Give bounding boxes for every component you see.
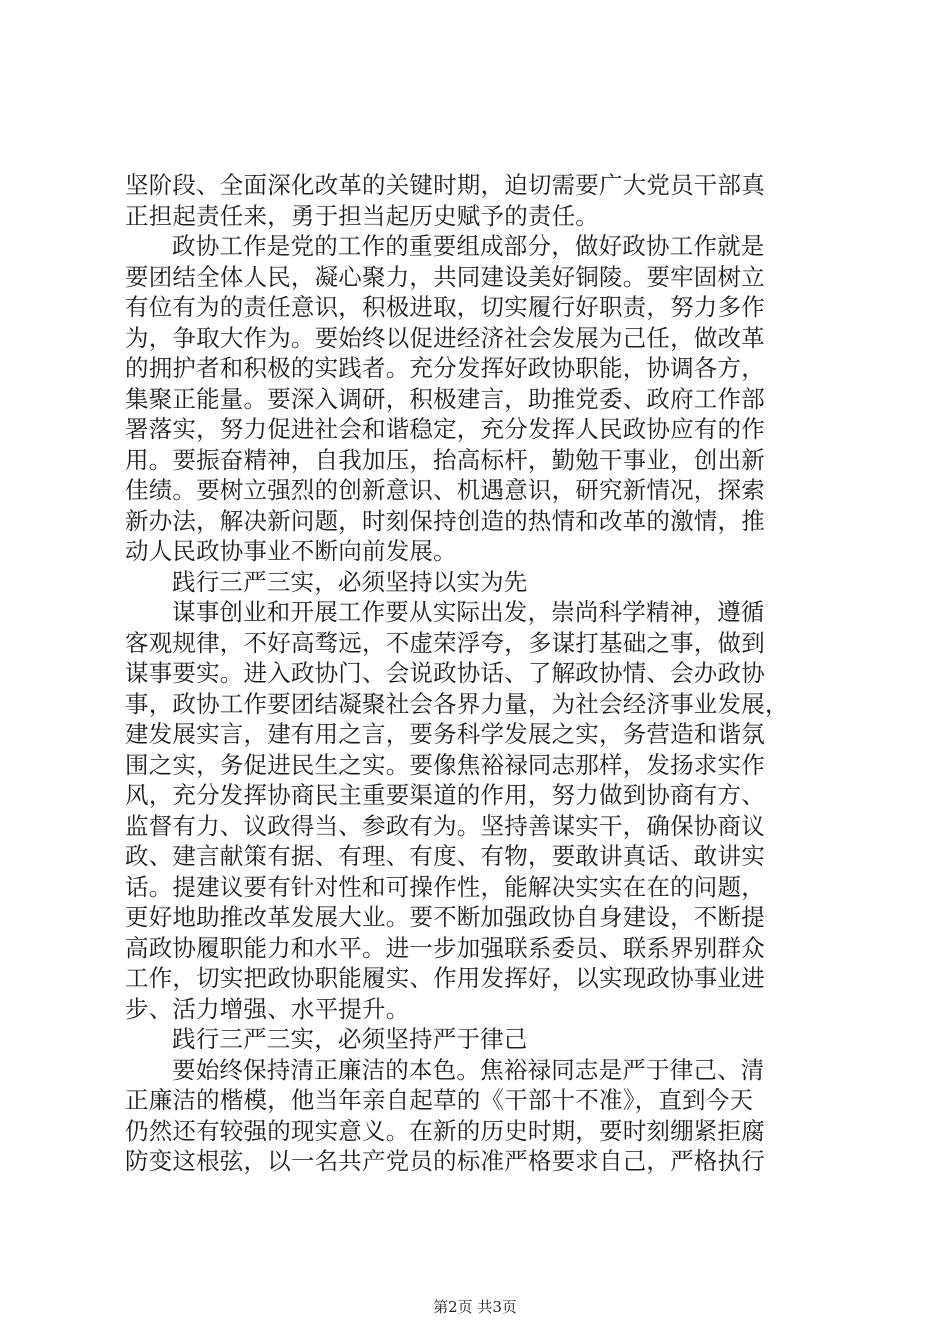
text-line: 为，争取大作为。要始终以促进经济社会发展为己任，做改革 — [125, 323, 765, 352]
document-body — [125, 170, 831, 1177]
text-line: 工作，切实把政协职能履实、作用发挥好，以实现政协事业进 — [125, 964, 765, 992]
text-line: 的拥护者和积极的实践者。充分发挥好政协职能，协调各方， — [125, 354, 765, 382]
text-line: 践行三严三实，必须坚持以实为先 — [172, 567, 528, 596]
text-line: 客观规律，不好高骛远，不虚荣浮夸，多谋打基础之事，做到 — [125, 628, 765, 657]
text-line: 围之实，务促进民生之实。要像焦裕禄同志那样，发扬求实作 — [125, 750, 765, 779]
text-line: 践行三严三实，必须坚持严于律己 — [172, 1025, 528, 1053]
text-line: 谋事要实。进入政协门、会说政协话、了解政协情、会办政协 — [125, 659, 765, 687]
text-line: 正廉洁的楷模，他当年亲自起草的《干部十不准》，直到今天 — [125, 1086, 754, 1114]
text-line: 要团结全体人民，凝心聚力，共同建设美好铜陵。要牢固树立 — [125, 262, 765, 291]
text-line: 更好地助推改革发展大业。要不断加强政协自身建设，不断提 — [125, 903, 765, 931]
text-line: 仍然还有较强的现实意义。在新的历史时期，要时刻绷紧拒腐 — [125, 1116, 765, 1145]
text-line: 新办法，解决新问题，时刻保持创造的热情和改革的激情，推 — [125, 506, 765, 535]
text-line: 集聚正能量。要深入调研，积极建言，助推党委、政府工作部 — [125, 384, 765, 413]
text-line: 动人民政协事业不断向前发展。 — [125, 537, 457, 565]
text-line: 谋事创业和开展工作要从实际出发，崇尚科学精神，遵循 — [172, 598, 765, 626]
text-line: 步、活力增强、水平提升。 — [125, 994, 410, 1023]
text-line: 佳绩。要树立强烈的创新意识、机遇意识，研究新情况，探索 — [125, 476, 765, 504]
text-line: 署落实，努力促进社会和谐稳定，充分发挥人民政协应有的作 — [125, 415, 765, 443]
text-line: 坚阶段、全面深化改革的关键时期，迫切需要广大党员干部真 — [125, 171, 765, 199]
text-line: 防变这根弦，以一名共产党员的标准严格要求自己，严格执行 — [125, 1147, 765, 1175]
text-line: 有位有为的责任意识，积极进取，切实履行好职责，努力多作 — [125, 293, 765, 321]
text-line: 用。要振奋精神，自我加压，抬高标杆，勤勉干事业，创出新 — [125, 445, 765, 474]
page-number-label: 第2页 共3页 — [433, 1298, 517, 1316]
text-line: 政、建言献策有据、有理、有度、有物，要敢讲真话、敢讲实 — [125, 842, 765, 870]
page-footer — [0, 1296, 950, 1317]
text-line: 监督有力、议政得当、参政有为。坚持善谋实干，确保协商议 — [125, 811, 765, 840]
text-line: 要始终保持清正廉洁的本色。焦裕禄同志是严于律己、清 — [172, 1055, 765, 1084]
text-line: 高政协履职能力和水平。进一步加强联系委员、联系界别群众 — [125, 933, 765, 962]
text-line: 正担起责任来，勇于担当起历史赋予的责任。 — [125, 201, 599, 230]
text-line: 风，充分发挥协商民主重要渠道的作用，努力做到协商有方、 — [125, 781, 765, 809]
text-line: 建发展实言，建有用之言，要务科学发展之实，务营造和谐氛 — [125, 720, 765, 748]
text-line: 政协工作是党的工作的重要组成部分，做好政协工作就是 — [172, 232, 765, 260]
text-line: 事，政协工作要团结凝聚社会各界力量，为社会经济事业发展， — [125, 689, 789, 718]
text-line: 话。提建议要有针对性和可操作性，能解决实实在在的问题， — [125, 872, 765, 901]
